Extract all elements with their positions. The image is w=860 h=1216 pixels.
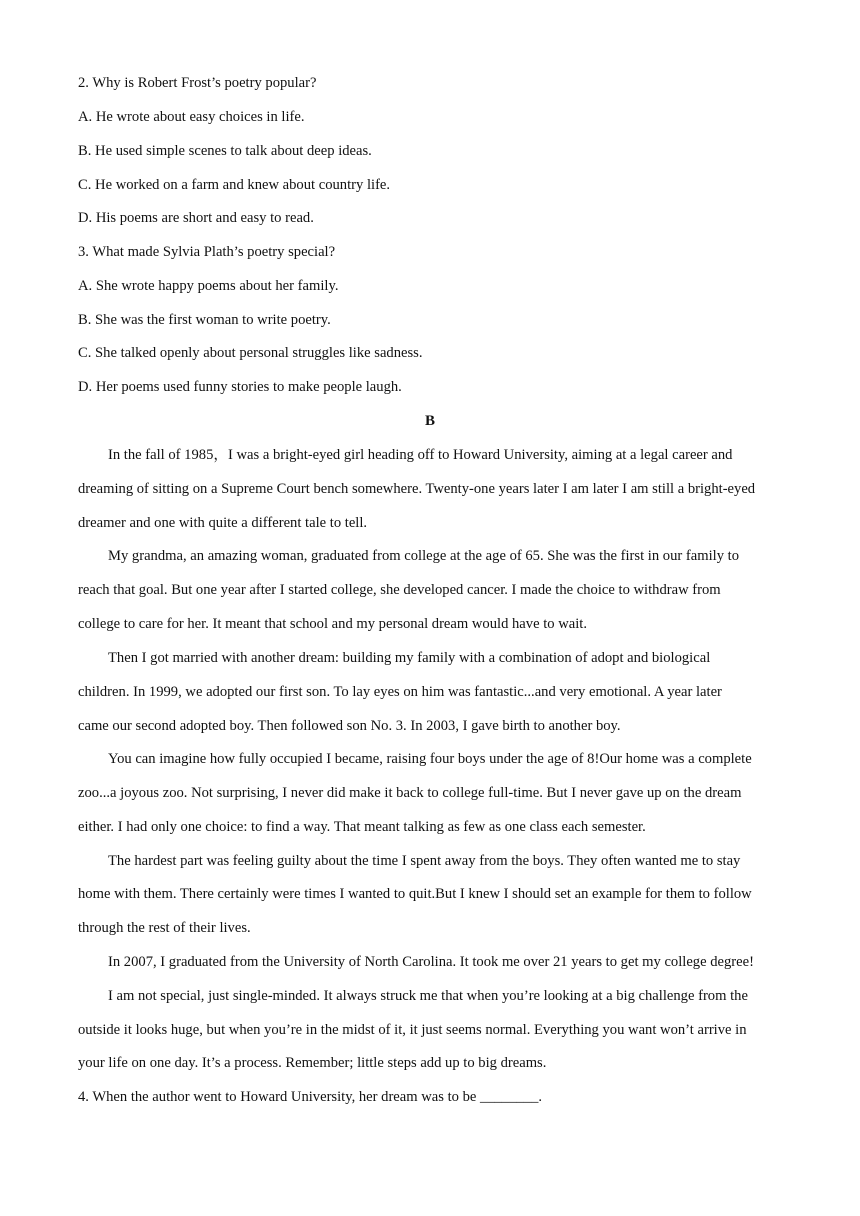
passage-line: either. I had only one choice: to find a way. That meant talking as few as one class each semester. bbox=[78, 819, 646, 835]
passage-line: your life on one day. It’s a process. Remember; little steps add up to big dreams. bbox=[78, 1055, 547, 1071]
passage-line: The hardest part was feeling guilty about the time I spent away from the boys. They often wanted me to stay bbox=[108, 853, 741, 869]
passage-line: dreaming of sitting on a Supreme Court bench somewhere. Twenty-one years later I am later I am still a bright-eyed bbox=[78, 481, 756, 497]
question-2-option-b: B. He used simple scenes to talk about deep ideas. bbox=[78, 143, 372, 159]
question-3: 3. What made Sylvia Plath’s poetry special? bbox=[78, 244, 336, 260]
question-3-option-a: A. She wrote happy poems about her family. bbox=[78, 278, 339, 294]
question-3-option-b: B. She was the first woman to write poetry. bbox=[78, 312, 331, 328]
question-3-option-d: D. Her poems used funny stories to make people laugh. bbox=[78, 379, 402, 395]
passage-line: through the rest of their lives. bbox=[78, 920, 251, 936]
passage-line: Then I got married with another dream: building my family with a combination of adopt and biological bbox=[108, 650, 711, 666]
passage-line: reach that goal. But one year after I started college, she developed cancer. I made the choice to withdraw from bbox=[78, 582, 721, 598]
passage-line: zoo...a joyous zoo. Not surprising, I never did make it back to college full-time. But I never gave up on the dream bbox=[78, 785, 742, 801]
passage-line: My grandma, an amazing woman, graduated from college at the age of 65. She was the first in our family to bbox=[108, 548, 739, 564]
question-2-option-a: A. He wrote about easy choices in life. bbox=[78, 109, 305, 125]
question-2-option-d: D. His poems are short and easy to read. bbox=[78, 210, 314, 226]
passage-line: I am not special, just single-minded. It always struck me that when you’re looking at a big challenge from the bbox=[108, 988, 748, 1004]
passage-line: In the fall of 1985，I was a bright-eyed girl heading off to Howard University, aiming at a legal career and bbox=[108, 447, 733, 463]
passage-line: children. In 1999, we adopted our first son. To lay eyes on him was fantastic...and very emotional. A year later bbox=[78, 684, 722, 700]
question-4: 4. When the author went to Howard University, her dream was to be ________. bbox=[78, 1089, 543, 1105]
question-3-option-c: C. She talked openly about personal struggles like sadness. bbox=[78, 345, 423, 361]
passage-line: home with them. There certainly were times I wanted to quit.But I knew I should set an example for them to follow bbox=[78, 886, 752, 902]
passage-line: In 2007, I graduated from the University of North Carolina. It took me over 21 years to get my college degree! bbox=[108, 954, 754, 970]
passage-line: college to care for her. It meant that school and my personal dream would have to wait. bbox=[78, 616, 587, 632]
section-heading: B bbox=[424, 413, 435, 429]
passage-line: outside it looks huge, but when you’re in the midst of it, it just seems normal. Everything you want won’t arrive in bbox=[78, 1022, 747, 1038]
question-2: 2. Why is Robert Frost’s poetry popular? bbox=[78, 75, 317, 91]
passage-line: You can imagine how fully occupied I became, raising four boys under the age of 8!Our home was a complete bbox=[108, 751, 752, 767]
passage-line: dreamer and one with quite a different tale to tell. bbox=[78, 515, 368, 531]
passage-line: came our second adopted boy. Then followed son No. 3. In 2003, I gave birth to another boy. bbox=[78, 718, 621, 734]
question-2-option-c: C. He worked on a farm and knew about country life. bbox=[78, 177, 391, 193]
